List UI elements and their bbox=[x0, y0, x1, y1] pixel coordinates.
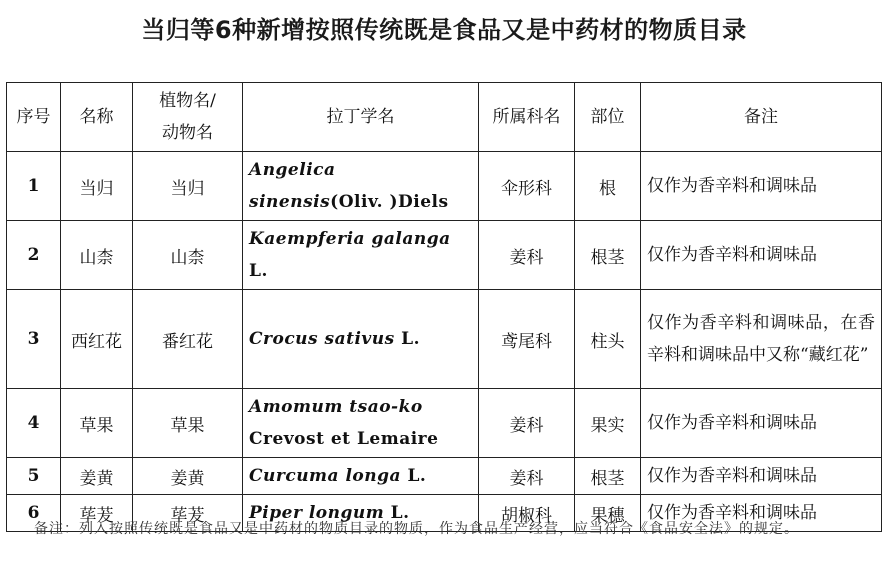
header-source bbox=[133, 83, 243, 152]
cell-family: 胡椒科 bbox=[479, 495, 575, 532]
cell-name: 姜黄 bbox=[61, 458, 133, 495]
table-header-row bbox=[7, 83, 882, 152]
cell-latin bbox=[243, 389, 479, 458]
table-row bbox=[7, 458, 882, 495]
cell-latin bbox=[243, 458, 479, 495]
latin-author: L. bbox=[394, 329, 421, 349]
table-row bbox=[7, 152, 882, 221]
cell-note: 仅作为香辛料和调味品 bbox=[641, 152, 882, 221]
cell-index: 3 bbox=[7, 290, 61, 389]
cell-part: 根 bbox=[575, 152, 641, 221]
cell-source: 山柰 bbox=[133, 221, 243, 290]
cell-source: 当归 bbox=[133, 152, 243, 221]
note-text: 仅作为香辛料和调味品，在香辛料和调味品中又称“藏红花” bbox=[647, 313, 875, 365]
latin-italic: Kaempferia galanga bbox=[249, 229, 451, 249]
header-source-line2: 动物名 bbox=[162, 123, 213, 143]
cell-latin bbox=[243, 221, 479, 290]
cell-latin bbox=[243, 290, 479, 389]
latin-author: L. bbox=[249, 261, 268, 281]
latin-italic: Angelica sinensis bbox=[249, 160, 336, 212]
header-index: 序号 bbox=[7, 83, 61, 152]
cell-part: 柱头 bbox=[575, 290, 641, 389]
latin-author: (Oliv. )Diels bbox=[330, 192, 449, 212]
cell-source: 草果 bbox=[133, 389, 243, 458]
latin-author: Crevost et Lemaire bbox=[249, 429, 439, 449]
latin-italic: Crocus sativus bbox=[249, 329, 395, 349]
header-latin: 拉丁学名 bbox=[243, 83, 479, 152]
cell-part: 果实 bbox=[575, 389, 641, 458]
latin-italic: Curcuma longa bbox=[249, 466, 402, 486]
cell-note: 仅作为香辛料和调味品 bbox=[641, 495, 882, 532]
latin-author: L. bbox=[401, 466, 427, 486]
cell-index: 4 bbox=[7, 389, 61, 458]
latin-author: L. bbox=[384, 503, 410, 523]
cell-note: 仅作为香辛料和调味品 bbox=[641, 458, 882, 495]
cell-name: 荜茇 bbox=[61, 495, 133, 532]
header-source-line1: 植物名/ bbox=[159, 91, 216, 111]
substance-table bbox=[6, 82, 882, 532]
cell-family: 姜科 bbox=[479, 389, 575, 458]
cell-note bbox=[641, 290, 882, 389]
cell-name: 山柰 bbox=[61, 221, 133, 290]
cell-latin bbox=[243, 152, 479, 221]
cell-index: 2 bbox=[7, 221, 61, 290]
page-title: 当归等6种新增按照传统既是食品又是中药材的物质目录 bbox=[141, 16, 747, 44]
cell-source: 姜黄 bbox=[133, 458, 243, 495]
cell-note: 仅作为香辛料和调味品 bbox=[641, 389, 882, 458]
cell-source: 荜茇 bbox=[133, 495, 243, 532]
cell-name: 当归 bbox=[61, 152, 133, 221]
cell-note: 仅作为香辛料和调味品 bbox=[641, 221, 882, 290]
header-part: 部位 bbox=[575, 83, 641, 152]
footnote: 备注：列入按照传统既是食品又是中药材的物质目录的物质，作为食品生产经营，应当符合《食品安全法》的规定。 bbox=[34, 521, 799, 537]
latin-italic: Piper longum bbox=[249, 503, 385, 523]
header-family: 所属科名 bbox=[479, 83, 575, 152]
cell-index: 5 bbox=[7, 458, 61, 495]
cell-index: 6 bbox=[7, 495, 61, 532]
cell-part: 果穗 bbox=[575, 495, 641, 532]
latin-italic: Amomum tsao-ko bbox=[249, 397, 423, 417]
cell-index: 1 bbox=[7, 152, 61, 221]
cell-family: 姜科 bbox=[479, 458, 575, 495]
cell-part: 根茎 bbox=[575, 458, 641, 495]
cell-family: 伞形科 bbox=[479, 152, 575, 221]
table-row bbox=[7, 290, 882, 389]
header-name: 名称 bbox=[61, 83, 133, 152]
cell-part: 根茎 bbox=[575, 221, 641, 290]
header-note: 备注 bbox=[641, 83, 882, 152]
cell-family: 鸢尾科 bbox=[479, 290, 575, 389]
cell-source: 番红花 bbox=[133, 290, 243, 389]
cell-family: 姜科 bbox=[479, 221, 575, 290]
table-row bbox=[7, 389, 882, 458]
cell-name: 草果 bbox=[61, 389, 133, 458]
table-row bbox=[7, 221, 882, 290]
cell-name: 西红花 bbox=[61, 290, 133, 389]
